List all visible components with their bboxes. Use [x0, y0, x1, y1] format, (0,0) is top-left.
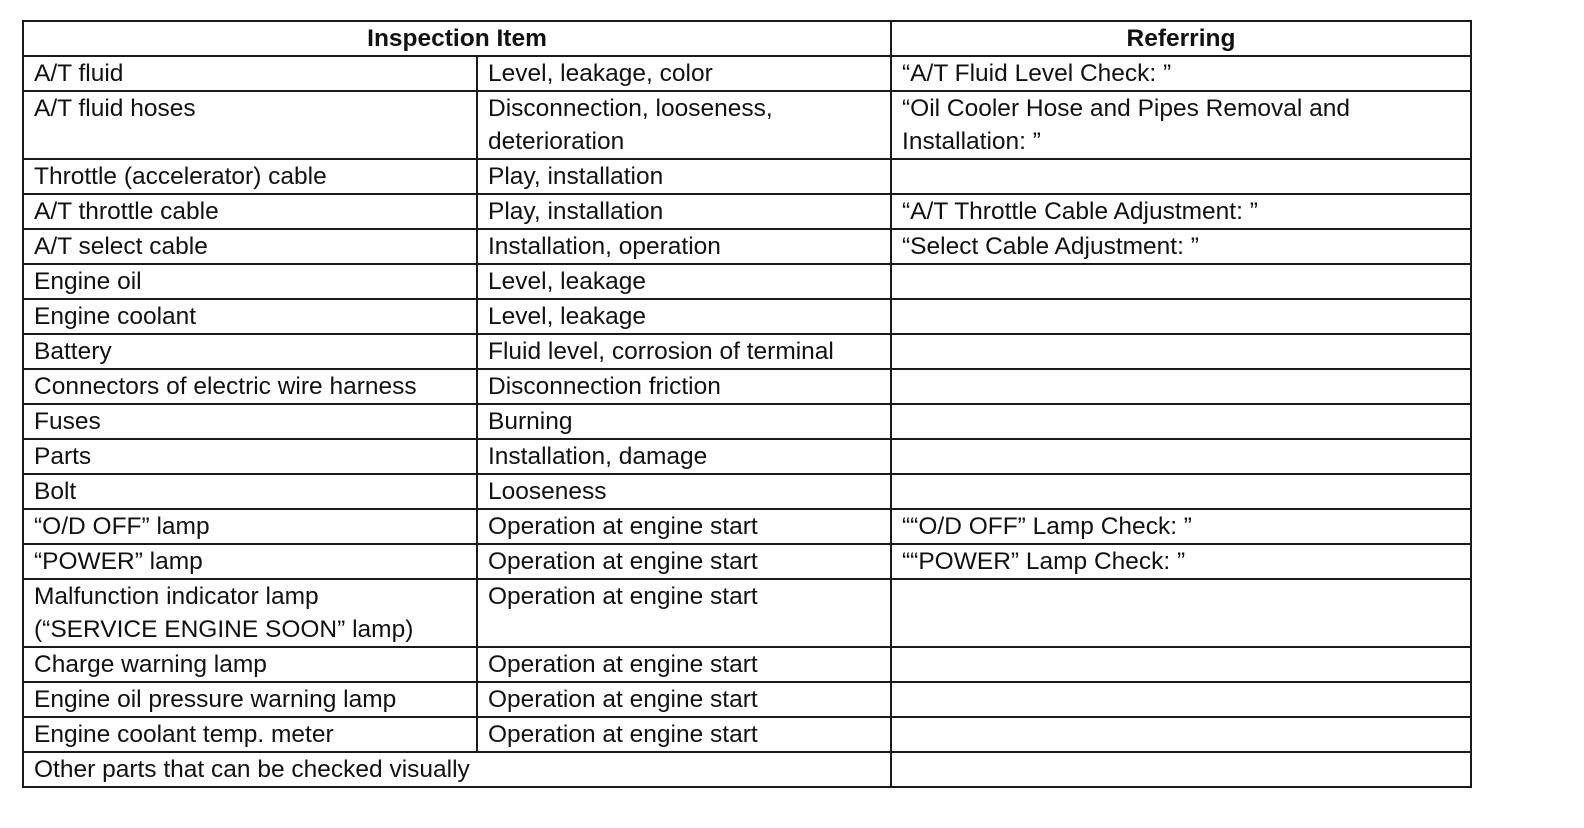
table-row [23, 404, 1471, 439]
referring-cell: ““O/D OFF” Lamp Check: ” [891, 509, 1471, 544]
check-cell: Disconnection, looseness, deterioration [477, 91, 891, 159]
check-cell: Operation at engine start [477, 682, 891, 717]
check-cell: Operation at engine start [477, 544, 891, 579]
referring-cell: “Select Cable Adjustment: ” [891, 229, 1471, 264]
item-cell: Connectors of electric wire harness [23, 369, 477, 404]
referring-cell [891, 404, 1471, 439]
table-row [23, 229, 1471, 264]
check-cell: Operation at engine start [477, 647, 891, 682]
item-cell: Bolt [23, 474, 477, 509]
item-cell: “O/D OFF” lamp [23, 509, 477, 544]
item-cell: Engine coolant [23, 299, 477, 334]
header-referring: Referring [891, 21, 1471, 56]
table-row [23, 56, 1471, 91]
referring-cell [891, 264, 1471, 299]
table-row [23, 474, 1471, 509]
table-row [23, 159, 1471, 194]
check-cell: Installation, damage [477, 439, 891, 474]
table-row [23, 369, 1471, 404]
check-cell: Play, installation [477, 194, 891, 229]
check-cell: Disconnection friction [477, 369, 891, 404]
check-cell: Operation at engine start [477, 579, 891, 647]
referring-cell [891, 299, 1471, 334]
check-cell: Play, installation [477, 159, 891, 194]
referring-cell [891, 717, 1471, 752]
item-cell: A/T fluid hoses [23, 91, 477, 159]
referring-cell [891, 334, 1471, 369]
table-row [23, 299, 1471, 334]
table-row [23, 717, 1471, 752]
table-row [23, 544, 1471, 579]
table-row [23, 579, 1471, 647]
check-cell: Burning [477, 404, 891, 439]
table-row [23, 194, 1471, 229]
referring-cell: “A/T Throttle Cable Adjustment: ” [891, 194, 1471, 229]
referring-cell: “Oil Cooler Hose and Pipes Removal and Installation: ” [891, 91, 1471, 159]
item-cell: Engine oil [23, 264, 477, 299]
table-row-last [23, 752, 1471, 787]
table-row [23, 264, 1471, 299]
referring-cell [891, 439, 1471, 474]
table-row [23, 682, 1471, 717]
referring-cell [891, 579, 1471, 647]
item-cell: Malfunction indicator lamp (“SERVICE ENGINE SOON” lamp) [23, 579, 477, 647]
referring-cell [891, 474, 1471, 509]
check-cell: Operation at engine start [477, 509, 891, 544]
header-inspection-item: Inspection Item [23, 21, 891, 56]
item-cell: “POWER” lamp [23, 544, 477, 579]
item-cell: Battery [23, 334, 477, 369]
check-cell: Level, leakage [477, 264, 891, 299]
check-cell: Operation at engine start [477, 717, 891, 752]
item-cell: Charge warning lamp [23, 647, 477, 682]
referring-cell: “A/T Fluid Level Check: ” [891, 56, 1471, 91]
inspection-table [22, 20, 1472, 788]
referring-cell [891, 159, 1471, 194]
referring-cell [891, 647, 1471, 682]
check-cell: Level, leakage, color [477, 56, 891, 91]
table-row [23, 334, 1471, 369]
referring-cell [891, 682, 1471, 717]
header-row [23, 21, 1471, 56]
check-cell: Level, leakage [477, 299, 891, 334]
item-cell: Other parts that can be checked visually [23, 752, 891, 787]
table-body [23, 56, 1471, 787]
referring-cell [891, 752, 1471, 787]
item-cell: Engine coolant temp. meter [23, 717, 477, 752]
item-cell: A/T throttle cable [23, 194, 477, 229]
item-cell: A/T fluid [23, 56, 477, 91]
referring-cell [891, 369, 1471, 404]
check-cell: Installation, operation [477, 229, 891, 264]
check-cell: Looseness [477, 474, 891, 509]
item-cell: Fuses [23, 404, 477, 439]
item-cell: A/T select cable [23, 229, 477, 264]
table-row [23, 439, 1471, 474]
item-cell: Engine oil pressure warning lamp [23, 682, 477, 717]
table-row [23, 509, 1471, 544]
item-cell: Parts [23, 439, 477, 474]
table-row [23, 91, 1471, 159]
table-row [23, 647, 1471, 682]
referring-cell: ““POWER” Lamp Check: ” [891, 544, 1471, 579]
item-cell: Throttle (accelerator) cable [23, 159, 477, 194]
check-cell: Fluid level, corrosion of terminal [477, 334, 891, 369]
